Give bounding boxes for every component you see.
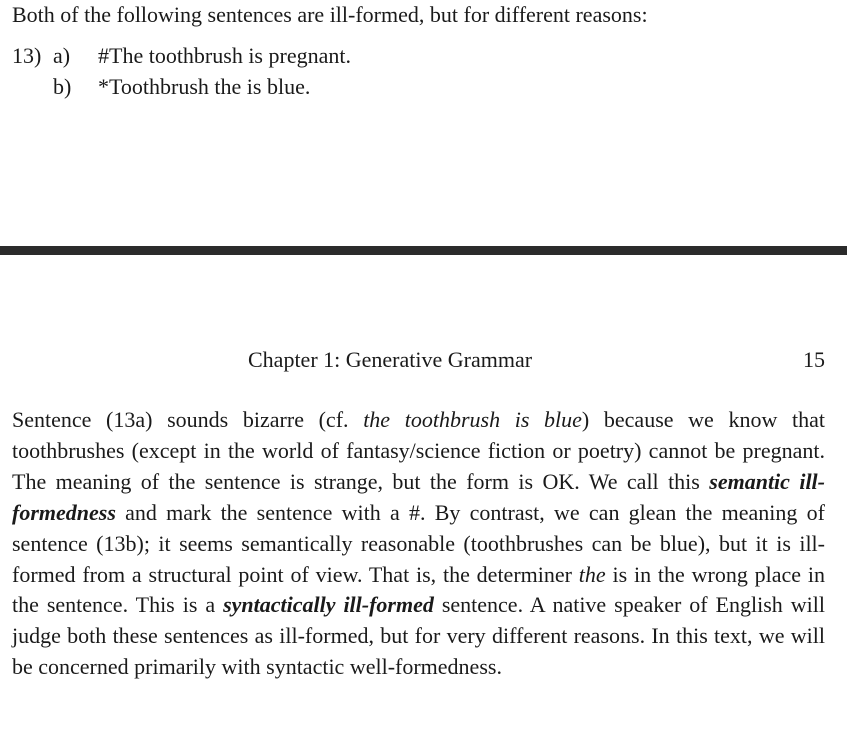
example-13b [12, 72, 812, 102]
paragraph-text: and mark the sentence with a #. By contrast, we can glean the meaning of sentence (13b); it seems semantically reasonable (toothbrushes can be blue), but it is ill-formed from a structural point of view. That is, the determiner [12, 499, 825, 587]
page-number: 15 [803, 347, 825, 372]
paragraph-text: Sentence (13a) sounds bizarre (cf. [12, 407, 364, 432]
example-sentence: #The toothbrush is pregnant. [98, 43, 351, 68]
paragraph-text: ) because we know that toothbrushes (except in the world of fantasy/science fiction or poetry) cannot be pregnant. The meaning of the sentence is strange, but the form is OK. We call this [12, 407, 826, 494]
example-13a [12, 41, 812, 71]
example-letter: a) [53, 43, 71, 68]
paragraph-text: is in the wrong place in the sentence. This is a [12, 561, 825, 618]
paragraph-text: sentence. A native speaker of English will judge both these sentences as ill-formed, but for very different reasons. In this text, we will be concerned primarily with syntactic well-formedness. [12, 592, 825, 680]
key-term: syntactically ill-formed [223, 592, 434, 618]
body-paragraph [12, 405, 825, 683]
example-letter: b) [53, 74, 72, 99]
example-number: 13) [12, 43, 42, 68]
example-sentence: *Toothbrush the is blue. [98, 74, 311, 99]
cited-example: the toothbrush is blue [363, 407, 582, 432]
cited-word: the [578, 561, 606, 587]
previous-page-fragment [0, 0, 847, 246]
key-term: semantic ill-formedness [12, 468, 825, 525]
page-divider [0, 246, 847, 255]
running-head [0, 345, 847, 375]
intro-sentence: Both of the following sentences are ill-formed, but for different reasons: [12, 2, 648, 27]
chapter-title: Chapter 1: Generative Grammar [248, 347, 533, 372]
